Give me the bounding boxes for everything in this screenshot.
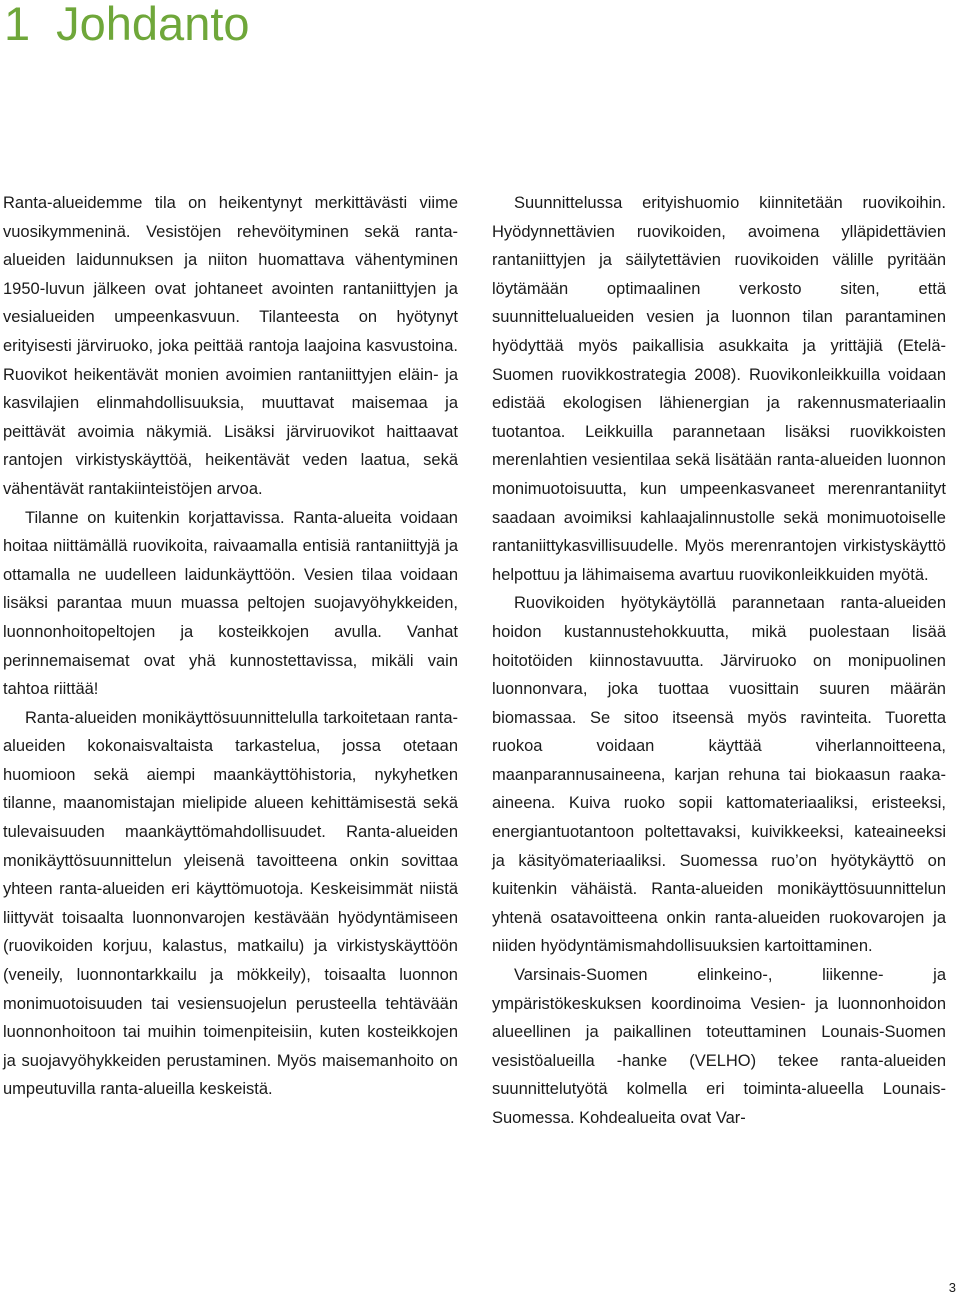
paragraph: Ruovikoiden hyötykäytöllä parannetaan ranta-alueiden hoidon kustannustehokkuutta, mikä puolestaan lisää hoitotöiden kiinnostavuutta. Järviruoko on monipuolinen luonnonvara, joka tuottaa vuosittain suuren määrän biomassaa. Se sitoo itseensä myös ravinteita. Tuoretta ruokoa voidaan käyttää viherlannoitteena, maanparannusaineena, karjan rehuna tai biokaasun raaka-aineena. Kuiva ruoko sopii kattomateriaaliksi, eristeeksi, energiantuotantoon poltettavaksi, kuivikkeeksi, kateaineeksi ja käsityömateriaaliksi. Suomessa ruo’on hyötykäyttö on kuitenkin vähäistä. Ranta-alueiden monikäyttösuunnittelun yhtenä osatavoitteena onkin ranta-alueiden ruokovarojen ja niiden hyödyntämismahdollisuuksien kartoittaminen. xyxy=(492,594,946,956)
paragraph: Ranta-alueidemme tila on heikentynyt merkittävästi viime vuosikymmeninä. Vesistöjen rehevöityminen sekä ranta-alueiden laidunnuksen ja niiton huomattava vähentyminen 1950-luvun jälkeen ovat johtaneet avointen rantaniittyjen ja vesialueiden umpeenkasvuun. Tilanteesta on hyötynyt erityisesti järviruoko, joka peittää rantoja laajoina kasvustoina. Ruovikot heikentävät monien avoimien rantaniittyjen eläin- ja kasvilajien elinmahdollisuuksia, muuttavat maisemaa ja peittävät avoimia näkymiä. Lisäksi järviruovikot haittaavat rantojen virkistyskäyttöä, heikentävät veden laatua, sekä vähentävät rantakiinteistöjen arvoa. xyxy=(3,194,458,498)
paragraph: Tilanne on kuitenkin korjattavissa. Ranta-alueita voidaan hoitaa niittämällä ruovikoita, raivaamalla entisiä rantaniittyjä ja ottamalla ne uudelleen laidunkäyttöön. Vesien tilaa voidaan lisäksi parantaa muun muassa peltojen suojavyöhykkeiden, luonnonhoitopeltojen ja kosteikkojen avulla. Vanhat perinnemaisemat ovat yhä kunnostettavissa, mikäli vain tahtoa riittää! xyxy=(3,508,458,699)
left-column xyxy=(3,189,458,1104)
page-number: 3 xyxy=(948,1280,956,1295)
chapter-number: 1 xyxy=(4,0,31,50)
chapter-title xyxy=(4,0,250,52)
paragraph: Suunnittelussa erityishuomio kiinnitetään ruovikoihin. Hyödynnettävien ruovikoiden, avoimena ylläpidettävien rantaniittyjen ja säilytettävien ruovikoiden välille pyritään löytämään optimaalinen verkosto siten, että suunnittelualueiden vesien ja luonnon tilan parantaminen hyödyttää myös paikallisia asukkaita ja yrittäjiä (Etelä-Suomen ruovikkostrategia 2008). Ruovikonleikkuilla voidaan edistää ekologisen lähienergian ja rakennusmateriaalin tuotantoa. Leikkuilla parannetaan lisäksi ruovikkoisten merenlahtien vesientilaa sekä lisätään ranta-alueiden luonnon monimuotoisuutta, kun umpeenkasvaneet merenrantaniityt saadaan avoimiksi kahlaajalinnustolle sekä monimuotoiselle rantaniittykasvillisuudelle. Myös merenrantojen virkistyskäyttö helpottuu ja lähimaisema avartuu ruovikonleikkuiden myötä. xyxy=(492,194,946,584)
paragraph: Ranta-alueiden monikäyttösuunnittelulla tarkoitetaan ranta-alueiden kokonaisvaltaista tarkastelua, jossa otetaan huomioon sekä aiempi maankäyttöhistoria, nykyhetken tilanne, maanomistajan mielipide alueen kehittämisestä sekä tulevaisuuden maankäyttömahdollisuudet. Ranta-alueiden monikäyttösuunnittelun yleisenä tavoitteena onkin sovittaa yhteen ranta-alueiden eri käyttömuotoja. Keskeisimmät niistä liittyvät toisaalta luonnonvarojen kestävään hyödyntämiseen (ruovikoiden korjuu, kalastus, matkailu) ja virkistyskäyttöön (veneily, luonnontarkkailu ja mökkeily), toisaalta luonnon monimuotoisuuden tai vesiensuojelun perusteella tehtävään luonnonhoitoon tai muihin toimenpiteisiin, kuten kosteikkojen ja suojavyöhykkeiden perustaminen. Myös maisemanhoito on umpeutuvilla ranta-alueilla keskeistä. xyxy=(3,708,458,1099)
paragraph: Varsinais-Suomen elinkeino-, liikenne- ja ympäristökeskuksen koordinoima Vesien- ja luonnonhoidon alueellinen ja paikallinen toteuttaminen Lounais-Suomen vesistöalueilla -hanke (VELHO) tekee ranta-alueiden suunnittelutyötä kolmella eri toiminta-alueella Lounais-Suomessa. Kohdealueita ovat Var- xyxy=(492,966,946,1127)
chapter-title-text: Johdanto xyxy=(56,0,250,50)
right-column xyxy=(492,189,946,1133)
